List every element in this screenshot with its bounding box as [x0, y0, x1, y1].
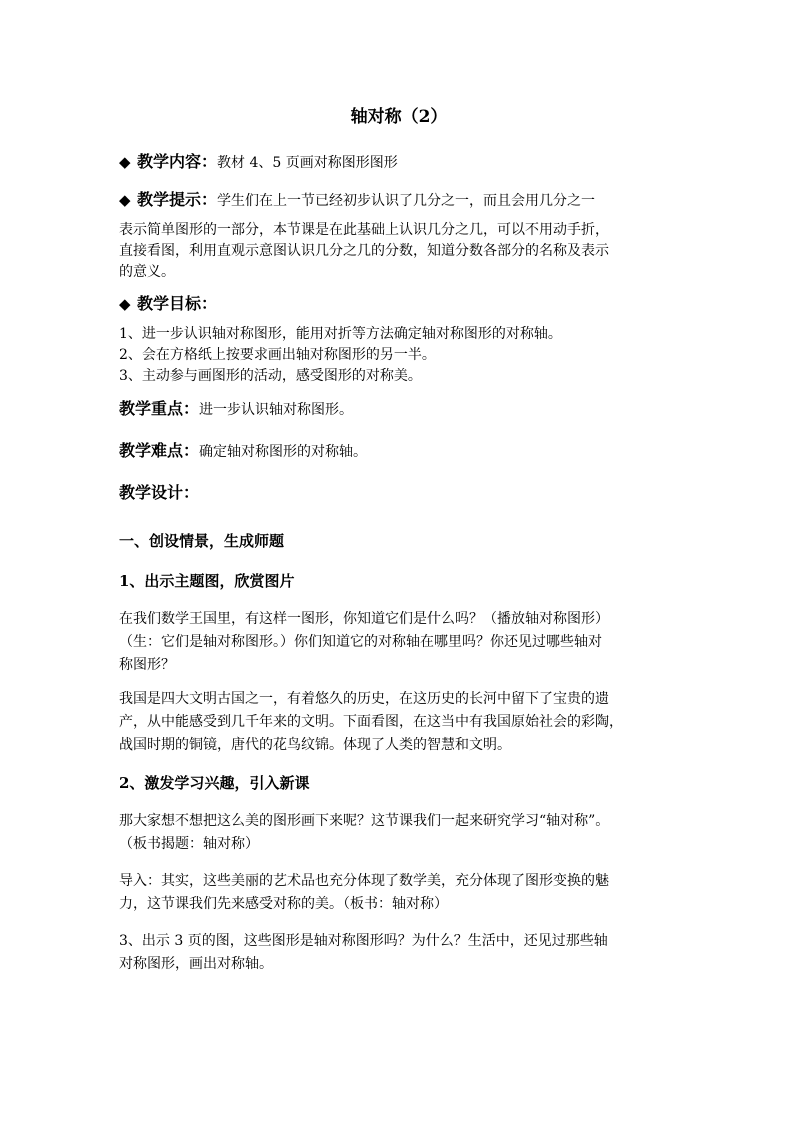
goal-item: 1、进一步认识轴对称图形，能用对折等方法确定轴对称图形的对称轴。: [119, 326, 562, 342]
paragraph-line: 力，这节课我们先来感受对称的美。（板书：轴对称）: [119, 896, 448, 912]
teaching-hint: [119, 188, 679, 213]
paragraph-4: [119, 870, 679, 916]
teaching-goals-list: [119, 324, 679, 387]
paragraph-line: 在我们数学王国里，有这样一图形，你知道它们是什么吗？（播放轴对称图形）: [119, 611, 609, 627]
paragraph-1: [119, 608, 679, 677]
paragraph-line: 3、出示 3 页的图，这些图形是轴对称图形吗？为什么？生活中，还见过那些轴: [119, 933, 608, 949]
key-point: [119, 397, 679, 422]
paragraph-line: 称图形？: [119, 657, 175, 673]
paragraph-3: [119, 810, 679, 856]
paragraph-line: 导入：其实，这些美丽的艺术品也充分体现了数学美，充分体现了图形变换的魅: [119, 873, 609, 889]
step1-title: 1、出示主题图，欣赏图片: [119, 572, 295, 590]
paragraph-line: （板书揭题：轴对称）: [119, 836, 259, 852]
teaching-goals-heading: [119, 292, 679, 317]
teaching-content-value: 教材 4、5 页画对称图形图形: [217, 155, 398, 171]
paragraph-line: 那大家想不想把这么美的图形画下来呢？这节课我们一起来研究学习“轴对称”。: [119, 813, 610, 829]
teaching-content-label: 教学内容：: [137, 152, 218, 171]
key-point-label: 教学重点：: [119, 399, 200, 418]
teaching-hint-label: 教学提示：: [137, 190, 218, 209]
diamond-bullet-icon: ◆: [119, 153, 131, 171]
goal-item: 2、会在方格纸上按要求画出轴对称图形的另一半。: [119, 347, 436, 363]
paragraph-line: 我国是四大文明古国之一，有着悠久的历史，在这历史的长河中留下了宝贵的遗: [119, 691, 609, 707]
goal-item: 3、主动参与画图形的活动，感受图形的对称美。: [119, 368, 422, 384]
difficulty-value: 确定轴对称图形的对称轴。: [199, 444, 368, 460]
design-label: 教学设计：: [119, 483, 200, 502]
paragraph-line: 战国时期的铜镜，唐代的花鸟纹锦。体现了人类的智慧和文明。: [119, 737, 511, 753]
paragraph-5: [119, 930, 679, 976]
paragraph-line: 产，从中能感受到几千年来的文明。下面看图，在这当中有我国原始社会的彩陶，: [119, 714, 623, 730]
document-title: 轴对称（2）: [350, 107, 448, 127]
hint-line: 的意义。: [119, 264, 175, 280]
hint-line: 直接看图，利用直观示意图认识几分之几的分数，知道分数各部分的名称及表示: [119, 243, 609, 259]
teaching-goals-label: 教学目标：: [137, 294, 218, 313]
paragraph-line: 对称图形，画出对称轴。: [119, 956, 273, 972]
paragraph-line: （生：它们是轴对称图形。）你们知道它的对称轴在哪里吗？你还见过哪些轴对: [119, 634, 602, 650]
hint-line: 表示简单图形的一部分，本节课是在此基础上认识几分之几，可以不用动手折，: [119, 222, 609, 238]
step2-title: 2、激发学习兴趣，引入新课: [119, 774, 310, 792]
paragraph-2: [119, 688, 679, 757]
difficulty-label: 教学难点：: [119, 441, 200, 460]
diamond-bullet-icon: ◆: [119, 295, 131, 313]
key-point-value: 进一步认识轴对称图形。: [199, 402, 354, 418]
section1-title: 一、创设情景，生成师题: [119, 532, 285, 550]
difficulty: [119, 439, 679, 464]
teaching-content: [119, 150, 679, 175]
teaching-hint-first-line: 学生们在上一节已经初步认识了几分之一，而且会用几分之一: [217, 193, 596, 209]
diamond-bullet-icon: ◆: [119, 191, 131, 209]
teaching-hint-body: [119, 220, 679, 283]
